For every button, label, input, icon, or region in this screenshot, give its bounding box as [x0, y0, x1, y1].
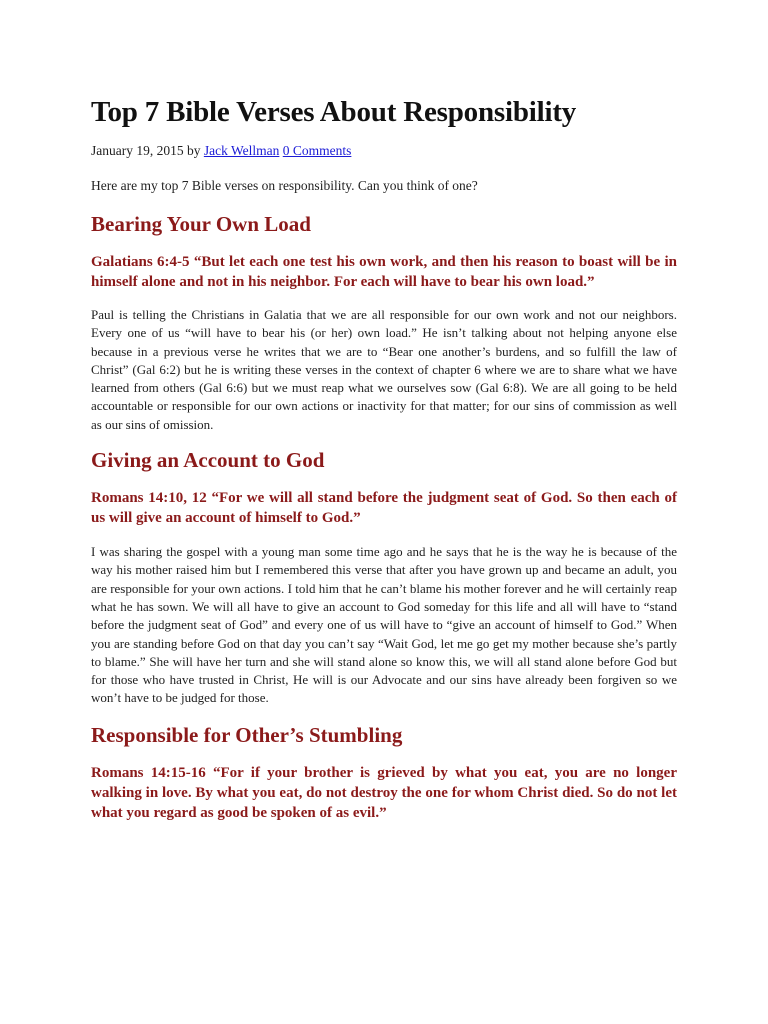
article	[91, 94, 677, 823]
section-body-account-to-god: I was sharing the gospel with a young man some time ago and he says that he is the way he is because of the way his mother raised him but I remembered this verse that after you have grown up and became an adult, you are responsible for your own actions. I told him that he can’t blame his mother forever and he will certainly reap what he has sown. We will all have to give an account to God someday for this life and all will have to “stand before the judgment seat of God” and every one of us will have to “give an account of himself to God.” When you are standing before God on that day you can’t say “Wait God, let me go get my mother because she’s partly to blame.” She will have her turn and she will stand alone so know this, we will all stand alone before God but for those who have trusted in Christ, He will is our Advocate and our sins have already been forgiven so we won’t have to be judged for those.	[91, 544, 677, 706]
section-heading-bearing-load: Bearing Your Own Load	[91, 212, 311, 236]
section-heading-account-to-god: Giving an Account to God	[91, 448, 325, 473]
comments-link[interactable]: 0 Comments	[282, 143, 352, 158]
verse-romans-14-15: Romans 14:15-16 “For if your brother is grieved by what you eat, you are no longer walking in love. By what you eat, do not destroy the one for whom Christ died. So do not let what you regard as good be spoken of as evil.”	[91, 764, 677, 821]
intro-paragraph: Here are my top 7 Bible verses on responsibility. Can you think of one?	[91, 178, 478, 193]
verse-romans-14-10: Romans 14:10, 12 “For we will all stand before the judgment seat of God. So then each of us will give an account of himself to God.”	[91, 490, 677, 527]
verse-galatians: Galatians 6:4-5 “But let each one test his own work, and then his reason to boast will be in himself alone and not in his neighbor. For each will have to bear his own load.”	[91, 254, 677, 290]
post-by: by	[186, 143, 201, 158]
section-body-bearing-load: Paul is telling the Christians in Galatia that we are all responsible for our own work and not our neighbors. Every one of us “will have to bear his (or her) own load.” He isn’t talking about not helping anyone else because in a previous verse he writes that we are to “Bear one another’s burdens, and so fulfill the law of Christ” (Gal 6:2) but he is writing these verses in the context of chapter 6 where we are to share what we have learned from others (Gal 6:6) but we must reap what we ourselves sow (Gal 6:8). We are all going to be held accountable or responsible for our own actions or inactivity for that matter; for our sins of commission as well as our sins of omission.	[91, 307, 677, 432]
author-link[interactable]: Jack Wellman	[203, 143, 280, 158]
page-title: Top 7 Bible Verses About Responsibility	[91, 96, 577, 128]
section-heading-stumbling: Responsible for Other’s Stumbling	[91, 722, 403, 747]
post-meta	[91, 142, 677, 160]
post-date: January 19, 2015	[91, 143, 184, 158]
